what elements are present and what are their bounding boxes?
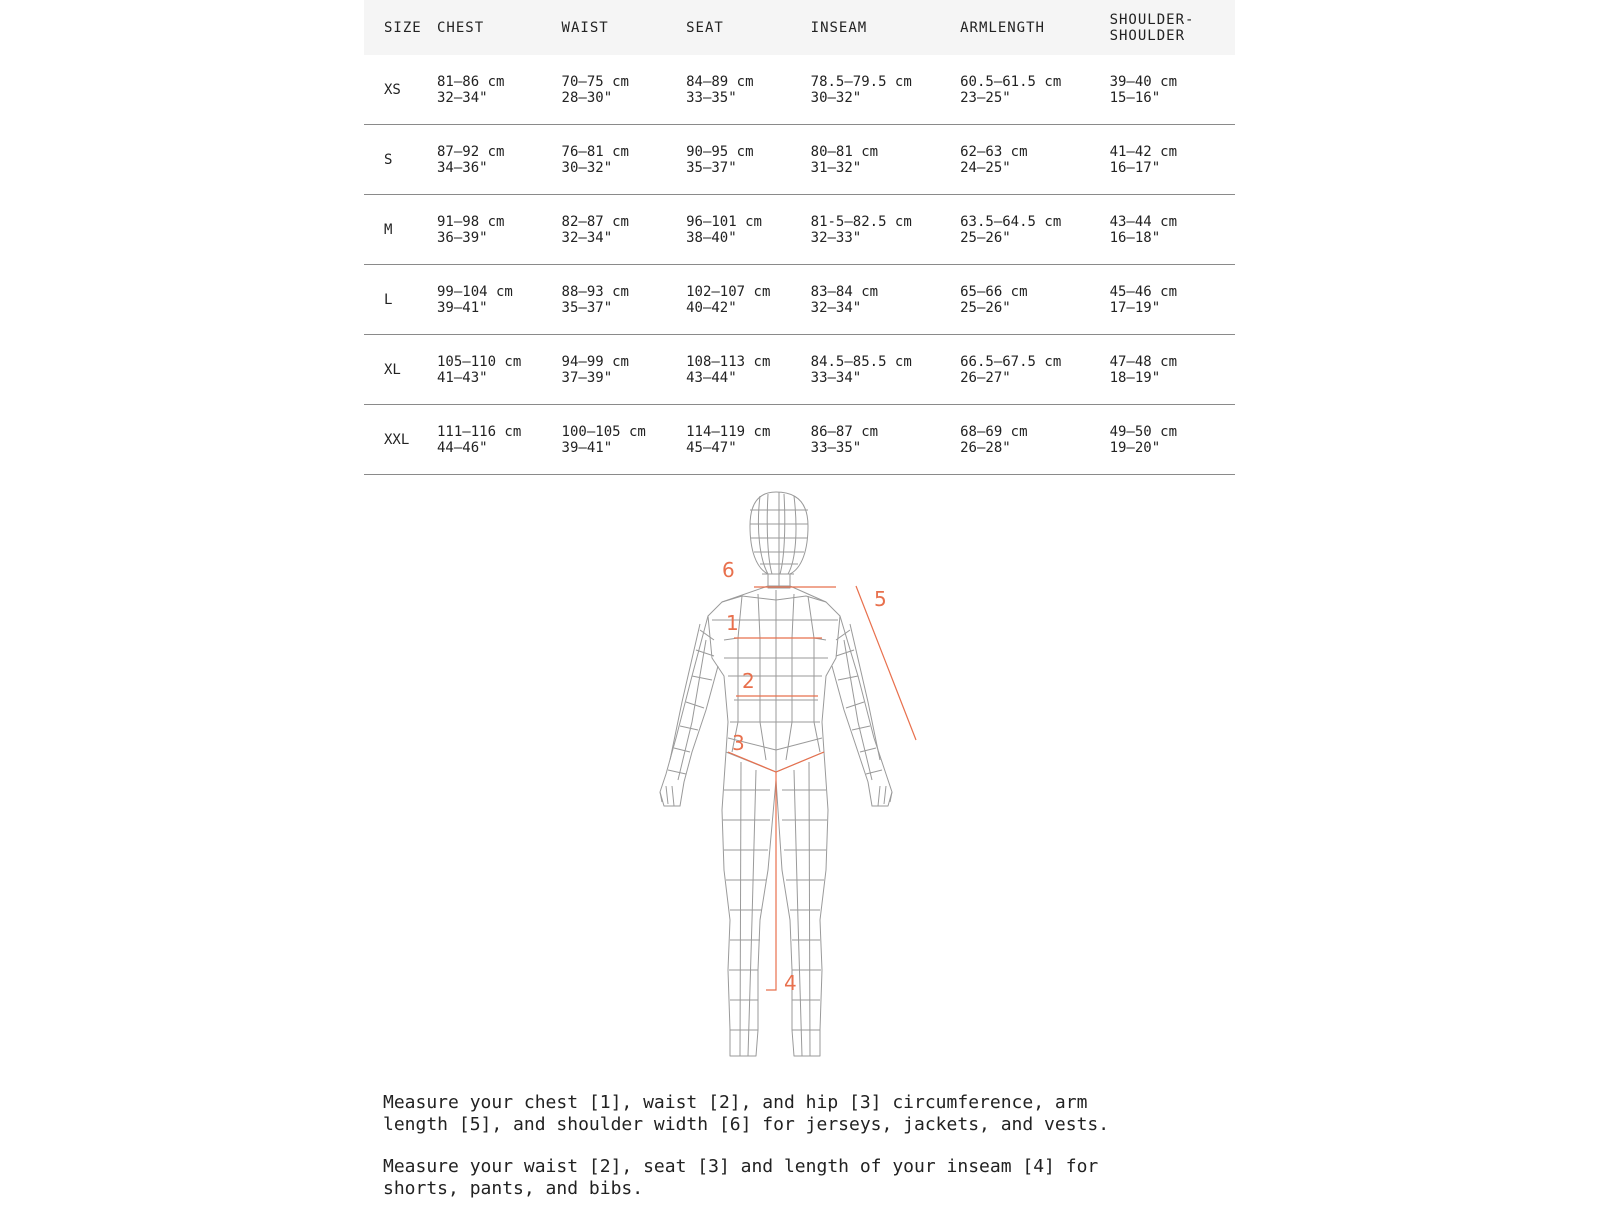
value-cm: 84.5–85.5 cm [810,353,912,370]
size-cell: L [364,265,437,335]
value-inches: 43–44" [686,369,737,386]
right-arm-outline [832,616,892,806]
value-inches: 16–17" [1109,159,1161,176]
value-inches: 33–35" [810,439,862,456]
value-inches: 25–26" [960,299,1011,316]
value-inches: 44–46" [437,439,488,456]
shoulder-shoulder-cell [1110,125,1235,195]
measurement-instructions [383,1092,1143,1220]
left-arm-outline [660,616,718,806]
shoulder-shoulder-cell [1110,405,1235,475]
value-cm: 94–99 cm [561,353,629,370]
seat-marker: 3 [732,731,745,755]
waist-cell [562,195,687,265]
value-inches: 40–42" [686,299,737,316]
chest-cell [437,55,562,125]
armlength-cell [960,405,1109,475]
waist-cell [562,265,687,335]
value-cm: 78.5–79.5 cm [810,73,912,90]
size-cell: XS [364,55,437,125]
shoulder-shoulder-cell [1110,55,1235,125]
value-inches: 39–41" [561,439,613,456]
value-cm: 91–98 cm [437,213,505,230]
value-inches: 32–34" [810,299,862,316]
chest-cell [437,265,562,335]
value-inches: 25–26" [960,229,1011,246]
value-inches: 34–36" [437,159,488,176]
value-cm: 102–107 cm [686,283,771,300]
value-inches: 16–18" [1109,229,1161,246]
value-cm: 87–92 cm [437,143,505,160]
value-inches: 36–39" [437,229,488,246]
inseam-cell [811,55,960,125]
body-measurement-diagram [600,490,960,1080]
header-seat: SEAT [686,0,811,55]
value-inches: 23–25" [960,89,1011,106]
waist-cell [562,125,687,195]
value-inches: 18–19" [1109,369,1161,386]
value-cm: 99–104 cm [437,283,513,300]
inseam-cell [811,195,960,265]
seat-cell [686,335,811,405]
value-inches: 33–34" [810,369,862,386]
table-row [364,55,1235,125]
seat-cell [686,55,811,125]
value-inches: 26–27" [960,369,1011,386]
value-inches: 38–40" [686,229,737,246]
waist-cell [562,335,687,405]
chest-cell [437,335,562,405]
instruction-tops: Measure your chest [1], waist [2], and hip [3] circumference, arm length [5], and shoulder width [6] for jerseys, jackets, and vests. [383,1092,1110,1135]
value-cm: 88–93 cm [561,283,629,300]
inseam-marker: 4 [784,971,797,995]
table-row [364,405,1235,475]
value-inches: 41–43" [437,369,488,386]
waist-cell [562,405,687,475]
seat-cell [686,405,811,475]
waist-marker: 2 [742,669,755,693]
shoulder-shoulder-cell [1110,335,1235,405]
armlength-cell [960,335,1109,405]
value-inches: 26–28" [960,439,1011,456]
value-cm: 83–84 cm [810,283,879,300]
header-line: SHOULDER [1109,27,1186,44]
shoulder-shoulder-cell [1110,195,1235,265]
value-inches: 39–41" [437,299,488,316]
seat-cell [686,195,811,265]
value-cm: 76–81 cm [561,143,629,160]
size-cell: S [364,125,437,195]
value-cm: 70–75 cm [561,73,629,90]
table-header-row [364,0,1235,55]
header-line: SHOULDER- [1109,11,1195,28]
value-cm: 45–46 cm [1109,283,1178,300]
value-cm: 81–86 cm [437,73,505,90]
chest-marker: 1 [726,611,739,635]
header-armlength: ARMLENGTH [960,0,1109,55]
chest-cell [437,405,562,475]
table-row [364,335,1235,405]
shoulder-shoulder-cell [1110,265,1235,335]
value-cm: 96–101 cm [686,213,762,230]
right-leg-outline [776,752,828,1056]
right-arm-grid [836,624,882,780]
value-cm: 81-5–82.5 cm [810,213,912,230]
header-chest: CHEST [437,0,562,55]
value-inches: 35–37" [561,299,613,316]
value-inches: 37–39" [561,369,613,386]
seat-cell [686,265,811,335]
size-chart-table [364,0,1235,475]
header-waist: WAIST [562,0,687,55]
armlength-cell [960,265,1109,335]
header-shoulder-shoulder [1110,0,1235,55]
value-cm: 63.5–64.5 cm [960,213,1062,230]
right-hand-grid [878,786,892,806]
inseam-cell [811,335,960,405]
value-cm: 49–50 cm [1109,423,1178,440]
value-inches: 24–25" [960,159,1011,176]
value-cm: 65–66 cm [960,283,1028,300]
value-cm: 108–113 cm [686,353,771,370]
inseam-cell [811,265,960,335]
value-cm: 62–63 cm [960,143,1028,160]
left-leg-grid [723,762,770,1056]
value-cm: 100–105 cm [561,423,646,440]
value-inches: 17–19" [1109,299,1161,316]
value-inches: 32–34" [561,229,613,246]
size-cell: M [364,195,437,265]
value-inches: 30–32" [561,159,613,176]
value-cm: 82–87 cm [561,213,629,230]
instruction-bottoms: Measure your waist [2], seat [3] and length of your inseam [4] for shorts, pants, and bibs. [383,1156,1099,1199]
size-cell: XXL [364,405,437,475]
value-inches: 33–35" [686,89,737,106]
table-row [364,125,1235,195]
value-inches: 15–16" [1109,89,1161,106]
value-cm: 43–44 cm [1109,213,1178,230]
shoulder-marker: 6 [722,558,735,582]
left-hand-grid [660,786,674,806]
value-cm: 41–42 cm [1109,143,1178,160]
chest-cell [437,195,562,265]
waist-cell [562,55,687,125]
value-cm: 84–89 cm [686,73,754,90]
inseam-cell [811,405,960,475]
measurement-labels [722,558,887,995]
value-inches: 28–30" [561,89,613,106]
armlength-cell [960,125,1109,195]
header-inseam: INSEAM [811,0,960,55]
value-cm: 80–81 cm [810,143,879,160]
value-cm: 66.5–67.5 cm [960,353,1062,370]
chest-cell [437,125,562,195]
value-cm: 39–40 cm [1109,73,1178,90]
size-cell: XL [364,335,437,405]
value-inches: 31–32" [810,159,862,176]
measurement-lines [728,586,916,990]
inseam-measure-line [766,772,776,990]
table-row [364,195,1235,265]
value-cm: 111–116 cm [437,423,522,440]
armlength-cell [960,195,1109,265]
value-cm: 90–95 cm [686,143,754,160]
header-size: SIZE [364,0,437,55]
seat-cell [686,125,811,195]
inseam-cell [811,125,960,195]
value-inches: 32–33" [810,229,862,246]
table-row [364,265,1235,335]
value-inches: 45–47" [686,439,737,456]
table-body [364,55,1235,475]
armlength-cell [960,55,1109,125]
value-inches: 35–37" [686,159,737,176]
value-cm: 60.5–61.5 cm [960,73,1062,90]
armlength-marker: 5 [874,587,887,611]
value-cm: 86–87 cm [810,423,879,440]
value-cm: 105–110 cm [437,353,522,370]
value-cm: 47–48 cm [1109,353,1178,370]
value-inches: 19–20" [1109,439,1161,456]
value-cm: 114–119 cm [686,423,771,440]
value-cm: 68–69 cm [960,423,1028,440]
value-inches: 30–32" [810,89,862,106]
value-inches: 32–34" [437,89,488,106]
